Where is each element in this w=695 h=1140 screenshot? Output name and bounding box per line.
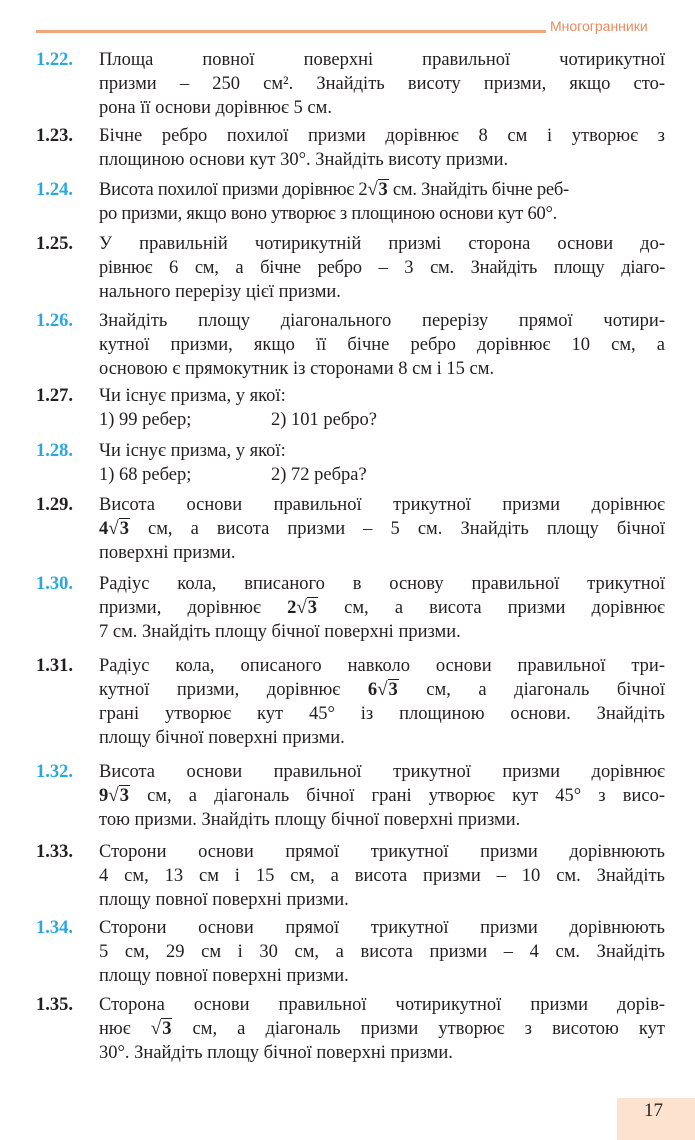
text-line: кутної призми, якщо її бічне ребро дорівнює 10 см, а (99, 335, 665, 355)
problem-text (99, 760, 665, 832)
text-line: см, а діагональ призми утворює з висотою кут (172, 1019, 665, 1039)
problem-number: 1.31. (36, 656, 73, 676)
text-line: см, а діагональ бічної грані утворює кут 45° з висо- (129, 786, 665, 806)
text-line: Сторони основи прямої трикутної призми дорівнюють (99, 842, 665, 862)
header-rule (36, 30, 546, 33)
problem-number: 1.22. (36, 50, 73, 70)
text-line: 30°. Знайдіть площу бічної поверхні призми. (99, 1043, 453, 1063)
sqrt-expression: √3 (367, 179, 388, 200)
problem-number: 1.35. (36, 995, 73, 1015)
text-line: кутної призми, дорівнює (99, 680, 368, 700)
text-line: ро призми, якщо воно утворює з площиною основи кут 60°. (99, 204, 558, 224)
page-number: 17 (644, 1100, 663, 1121)
problem-number: 1.27. (36, 386, 73, 406)
problem-number: 1.34. (36, 918, 73, 938)
problem-number: 1.25. (36, 234, 73, 254)
sqrt-expression: √3 (150, 1018, 172, 1039)
text-line: тою призми. Знайдіть площу бічної поверхні призми. (99, 810, 521, 830)
problem-number: 1.24. (36, 180, 73, 200)
problem-number: 1.33. (36, 842, 73, 862)
problem-number: 1.30. (36, 574, 73, 594)
sqrt-expression: 6√3 (367, 679, 398, 700)
option-1: 1) 68 ребер; (99, 465, 192, 485)
text-line: Площа повної поверхні правильної чотирикутної (99, 50, 665, 70)
problem-text (99, 654, 665, 750)
text-line: Бічне ребро похилої призми дорівнює 8 см і утворює з (99, 126, 665, 146)
text-line: Висота основи правильної трикутної призми дорівнює (99, 495, 665, 515)
sqrt-expression: 2√3 (287, 597, 317, 618)
text-line: Радіус кола, описаного навколо основи правильної три- (99, 656, 665, 676)
text-line: У правильній чотирикутній призмі сторона основи до- (99, 234, 665, 254)
text-line: площу бічної поверхні призми. (99, 728, 345, 748)
text-line: призми, дорівнює (99, 598, 288, 618)
problem-text (99, 232, 665, 304)
problem-text (99, 48, 665, 120)
problem-text (99, 124, 665, 172)
text-line: см, а діагональ бічної (398, 680, 665, 700)
text-line: Радіус кола, вписаного в основу правильної трикутної (99, 574, 665, 594)
text-line: Висота основи правильної трикутної призми дорівнює (99, 762, 665, 782)
sqrt-expression: 9√3 (99, 785, 129, 806)
problem-number: 1.32. (36, 762, 73, 782)
problem-number: 1.29. (36, 495, 73, 515)
text-line: Сторони основи прямої трикутної призми дорівнюють (99, 918, 665, 938)
text-line: Чи існує призма, у якої: (99, 386, 286, 406)
text-line: призми – 250 см (99, 74, 284, 94)
problem-text (99, 916, 665, 988)
text-line: ². Знайдіть висоту призми, якщо сто- (283, 74, 665, 94)
problem-number: 1.23. (36, 126, 73, 146)
problem-number: 1.26. (36, 311, 73, 331)
problem-text (99, 572, 665, 644)
text-line: см. Знайдіть бічне реб- (388, 180, 569, 200)
text-line: см, а висота призми дорівнює (318, 598, 665, 618)
option-2: 2) 101 ребро? (271, 410, 377, 430)
text-line: поверхні призми. (99, 543, 236, 563)
text-line: Висота похилої призми дорівнює 2 (99, 180, 368, 200)
option-1: 1) 99 ребер; (99, 410, 192, 430)
text-line: см, а висота призми – 5 см. Знайдіть площу бічної (129, 519, 665, 539)
problem-text (99, 384, 665, 432)
option-2: 2) 72 ребра? (271, 465, 367, 485)
text-line: 5 см, 29 см і 30 см, а висота призми – 4 см. Знайдіть (99, 942, 665, 962)
text-line: нального перерізу цієї призми. (99, 282, 341, 302)
problem-text (99, 309, 665, 381)
problem-text (99, 493, 665, 565)
text-line: 4 см, 13 см і 15 см, а висота призми – 10 см. Знайдіть (99, 866, 665, 886)
text-line: площу повної поверхні призми. (99, 890, 349, 910)
problem-text (99, 178, 665, 226)
text-line: площу повної поверхні призми. (99, 966, 349, 986)
text-line: основою є прямокутник із сторонами 8 см і 15 см. (99, 359, 495, 379)
text-line: Знайдіть площу діагонального перерізу прямої чотири- (99, 311, 665, 331)
text-line: Чи існує призма, у якої: (99, 441, 286, 461)
section-title: Многогранники (550, 18, 648, 34)
problem-text (99, 439, 665, 487)
text-line: площиною основи кут 30°. Знайдіть висоту призми. (99, 150, 509, 170)
problem-text (99, 840, 665, 912)
text-line: рівнює 6 см, а бічне ребро – 3 см. Знайдіть площу діаго- (99, 258, 665, 278)
text-line: рона її основи дорівнює 5 см. (99, 98, 332, 118)
text-line: 7 см. Знайдіть площу бічної поверхні призми. (99, 622, 461, 642)
text-line: Сторона основи правильної чотирикутної призми дорів- (99, 995, 665, 1015)
text-line: грані утворює кут 45° із площиною основи. Знайдіть (99, 704, 665, 724)
sqrt-expression: 4√3 (99, 518, 129, 539)
problem-number: 1.28. (36, 441, 73, 461)
problem-text (99, 993, 665, 1065)
text-line: нює (99, 1019, 151, 1039)
